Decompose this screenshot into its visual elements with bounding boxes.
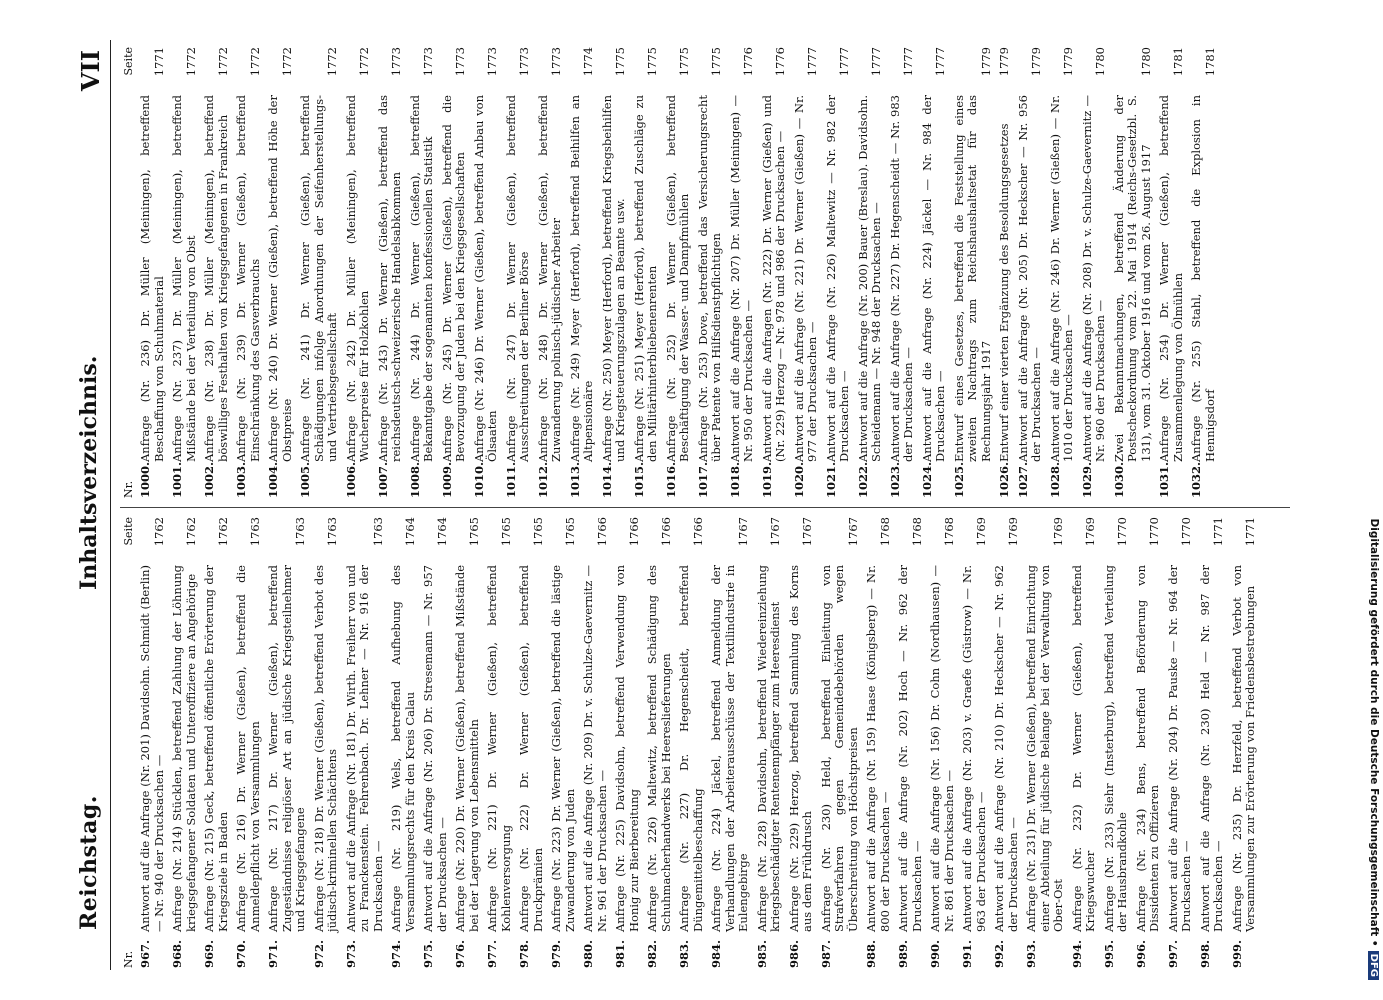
- entry-text: Anfrage (Nr. 222) Dr. Werner (Gießen), betreffend Druckprämien: [517, 565, 545, 932]
- index-entry: [755, 515, 787, 970]
- entry-page: 1769: [973, 517, 988, 547]
- index-entry: [1198, 515, 1230, 970]
- entry-number: 997.: [1165, 939, 1180, 968]
- index-entry: [389, 515, 421, 970]
- entry-page: 1773: [485, 47, 499, 77]
- entry-text: Antwort auf die Anfrage (Nr. 230) Held — Nr. 987 der Drucksachen —: [1197, 565, 1225, 932]
- entry-text: Anfrage (Nr. 218) Dr. Werner (Gießen), betreffend Verbot des jüdisch-kriminellen Schächtens: [311, 565, 339, 932]
- entry-text: Anfrage (Nr. 250) Meyer (Herford), betreffend Kriegsbeihilfen und Kriegsteuerungszulagen an Beamte usw.: [599, 95, 627, 462]
- entry-number: 1024.: [919, 461, 934, 498]
- col-number-label: Nr.: [122, 950, 135, 968]
- col-page-label: Seite: [122, 47, 135, 76]
- entry-text: Anfrage (Nr. 215) Geck, betreffend öffentliche Erörterung der Kriegsziele in Baden: [202, 565, 230, 932]
- entry-page: 1779: [1029, 47, 1043, 77]
- entry-number: 970.: [234, 939, 248, 968]
- entry-number: 968.: [170, 939, 184, 968]
- header-left-title: Reichstag.: [76, 795, 102, 930]
- index-entry: [896, 515, 928, 970]
- entry-page: 1763: [293, 517, 307, 547]
- entry-page: 1763: [247, 517, 262, 547]
- entry-page: 1765: [498, 517, 513, 547]
- entry-text: Anfrage (Nr. 236) Dr. Müller (Meiningen), betreffend Beschaffung von Schuhmaterial: [138, 95, 166, 462]
- entry-text: Antwort auf die Anfrage (Nr. 206) Dr. Stresemann — Nr. 957 der Drucksachen —: [421, 565, 449, 932]
- entry-page: 1773: [389, 47, 403, 77]
- entry-text: Anfrage (Nr. 241) Dr. Werner (Gießen), betreffend Schädigungen infolge Anordnungen der Seifenherstellungs- und Vertriebsgesellschaft: [298, 95, 339, 462]
- index-entry: [824, 45, 856, 500]
- index-entry: [1048, 45, 1080, 500]
- entry-page: 1770: [1147, 517, 1161, 547]
- entry-number: 1022.: [855, 461, 870, 498]
- entry-text: Antwort auf die Anfrage (Nr. 221) Dr. Werner (Gießen) — Nr. 977 der Drucksachen —: [791, 95, 819, 462]
- index-entry: [138, 45, 170, 500]
- entry-text: Antwort auf die Anfrage (Nr. 205) Dr. Heckscher — Nr. 956 der Drucksachen —: [1015, 95, 1043, 462]
- entry-text: Antwort auf die Anfrage (Nr. 203) v. Graefe (Güstrow) — Nr. 963 der Drucksachen —: [960, 565, 988, 932]
- entry-text: Anfrage (Nr. 217) Dr. Werner (Gießen), betreffend Zugeständnisse religiöser Art an jüdische Kriegsteilnehmer und Kriegsgefangene: [266, 565, 307, 932]
- entry-number: 1000.: [138, 461, 152, 498]
- entry-text: Antwort auf die Anfrage (Nr. 208) Dr. v. Schulze-Gaevernitz — Nr. 960 der Drucksachen —: [1079, 95, 1107, 462]
- entry-text: Entwurf einer vierten Ergänzung des Besoldungsgesetzes: [997, 123, 1011, 462]
- entry-text: Anfrage (Nr. 247) Dr. Werner (Gießen), betreffend Ausschreitungen der Berliner Börse: [503, 95, 531, 462]
- index-entry: [138, 515, 170, 970]
- entry-page: 1767: [736, 517, 750, 547]
- entry-page: 1777: [933, 47, 947, 77]
- col-page-label: Seite: [122, 517, 135, 546]
- entry-number: 1028.: [1047, 461, 1062, 498]
- entry-text: Anfrage (Nr. 253) Dove, betreffend das Versicherungsrecht über Patente von Hilfsdienstpflichtigen: [695, 95, 723, 462]
- entry-number: 1007.: [375, 461, 390, 498]
- index-entry: [472, 45, 504, 500]
- entry-number: 989.: [896, 939, 910, 968]
- entry-number: 1030.: [1111, 461, 1126, 498]
- entry-text: Entwurf eines Gesetzes, betreffend die Feststellung eines zweiten Nachtrags zum Reichshaushaltsetat für das Rechnungsjahr 1917: [951, 95, 993, 462]
- entry-text: Anfrage (Nr. 242) Dr. Müller (Meiningen), betreffend Wucherpreise für Holzkohlen: [343, 95, 371, 462]
- entry-number: 973.: [343, 939, 358, 968]
- entry-text: Anfrage (Nr. 231) Dr. Werner (Gießen), betreffend Einrichtung einer Abteilung für jüdische Belange bei der Verwaltung von Ober-Ost: [1024, 565, 1065, 932]
- index-entry: [549, 515, 581, 970]
- index-entry: [504, 45, 536, 500]
- entry-number: 1012.: [535, 461, 550, 498]
- index-entry: [581, 515, 613, 970]
- entry-text: Anfrage (Nr. 244) Dr. Werner (Gießen), betreffend Bekanntgabe der sogenannten konfessionellen Statistik: [407, 95, 435, 462]
- entry-page: 1768: [941, 517, 956, 547]
- entry-number: 992.: [992, 939, 1006, 968]
- entry-page: 1766: [690, 517, 705, 547]
- entry-number: 1023.: [887, 461, 902, 498]
- entry-number: 1029.: [1079, 461, 1094, 498]
- index-entry: [517, 515, 549, 970]
- entry-text: Anfrage (Nr. 251) Meyer (Herford), betreffend Zuschläge zu den Militärhinterbliebenenrenten: [631, 95, 659, 462]
- column-divider: [120, 507, 1290, 508]
- entry-number: 969.: [202, 939, 216, 968]
- entry-page: 1770: [1179, 517, 1193, 547]
- right-column: [120, 45, 1290, 500]
- index-entry: [709, 515, 755, 970]
- entry-text: Anfrage (Nr. 246) Dr. Werner (Gießen), betreffend Anbau von Ölsaaten: [471, 95, 499, 462]
- entry-page: 1781: [1170, 47, 1185, 77]
- index-entry: [645, 515, 677, 970]
- entry-number: 991.: [960, 939, 974, 968]
- index-entry: [234, 45, 266, 500]
- entry-number: 979.: [549, 939, 563, 968]
- entry-page: 1775: [709, 47, 723, 77]
- entry-page: 1779: [978, 47, 993, 77]
- entry-text: Anfrage (Nr. 229) Herzog, betreffend Sammlung des Korns aus dem Frühdrusch: [786, 565, 814, 932]
- entry-number: 967.: [138, 939, 152, 968]
- entry-page: 1777: [837, 47, 851, 77]
- entry-text: Antwort auf die Anfrage (Nr. 200) Bauer (Breslau). Davidsohn. Scheidemann — Nr. 948 der Drucksachen —: [855, 95, 883, 462]
- index-entry: [960, 515, 992, 970]
- entry-text: Antwort auf die Anfrage (Nr. 201) Davidsohn. Schmidt (Berlin) — Nr. 940 der Drucksachen —: [138, 565, 166, 932]
- entry-text: Antwort auf die Anfrage (Nr. 209) Dr. v. Schulze-Gaevernitz — Nr. 961 der Drucksachen —: [581, 565, 609, 932]
- entry-number: 1015.: [631, 461, 646, 498]
- entry-text: Anfrage (Nr. 252) Dr. Werner (Gießen), betreffend Beschäftigung der Wasser- und Dampfmühlen: [663, 95, 691, 462]
- header-center-title: Inhaltsverzeichnis.: [76, 355, 102, 590]
- index-page: [70, 40, 1300, 970]
- entry-number: 1008.: [407, 461, 422, 498]
- entry-text: Anfrage (Nr. 243) Dr. Werner (Gießen), betreffend das reichsdeutsch-schweizerische Handelsabkommen: [375, 95, 403, 462]
- entry-number: 985.: [754, 939, 769, 968]
- entry-number: 982.: [645, 939, 659, 968]
- entry-text: Anfrage (Nr. 220) Dr. Werner (Gießen), betreffend Mißstände bei der Lagerung von Lebensmitteln: [453, 565, 481, 932]
- entry-number: 1005.: [298, 461, 312, 498]
- entry-number: 972.: [311, 939, 326, 968]
- entry-number: 1009.: [439, 461, 454, 498]
- index-entry: [266, 45, 298, 500]
- entry-page: 1766: [658, 517, 673, 547]
- entry-text: Anfrage (Nr. 227) Dr. Hegenscheidt, betreffend Düngemittelbeschaffung: [677, 565, 705, 932]
- entry-number: 978.: [517, 939, 531, 968]
- entry-page: 1762: [151, 517, 166, 547]
- entry-number: 1003.: [234, 461, 248, 498]
- entry-text: Antwort auf die Anfrage (Nr. 246) Dr. Werner (Gießen) — Nr. 1010 der Drucksachen —: [1047, 95, 1075, 462]
- index-entry: [1112, 45, 1158, 500]
- entry-text: Anfrage (Nr. 238) Dr. Müller (Meiningen), betreffend böswilliges Festhalten von Kriegsgefangenen in Frankreich: [202, 95, 230, 462]
- index-entry: [266, 515, 312, 970]
- entry-page: 1766: [626, 517, 641, 547]
- entry-number: 1004.: [266, 461, 280, 498]
- index-entry: [613, 515, 645, 970]
- index-entry: [485, 515, 517, 970]
- entry-number: 1013.: [567, 461, 582, 498]
- entry-text: Antwort auf die Anfrage (Nr. 159) Haase (Königsberg) — Nr. 800 der Drucksachen —: [864, 565, 892, 932]
- entry-page: 1771: [1243, 517, 1257, 547]
- index-entry: [1166, 515, 1198, 970]
- index-entry: [453, 515, 485, 970]
- entry-number: 1010.: [471, 461, 486, 498]
- entry-page: 1779: [1061, 47, 1075, 77]
- index-entry: [677, 515, 709, 970]
- index-entry: [312, 515, 344, 970]
- entry-number: 983.: [677, 939, 691, 968]
- entry-page: 1764: [434, 517, 449, 547]
- entry-page: 1765: [562, 517, 577, 547]
- entry-text: Antwort auf die Anfrage (Nr. 210) Dr. Heckscher — Nr. 962 der Drucksachen —: [992, 565, 1020, 932]
- entry-number: 998.: [1197, 939, 1212, 968]
- page-number-roman: VII: [76, 50, 105, 92]
- entry-number: 974.: [389, 939, 403, 968]
- entry-text: Anfrage (Nr. 255) Stahl, betreffend die Explosion in Hennigsdorf: [1189, 95, 1217, 462]
- index-entry: [1134, 515, 1166, 970]
- index-entry: [376, 45, 408, 500]
- entry-page: 1780: [1138, 47, 1153, 77]
- index-entry: [170, 45, 202, 500]
- index-entry: [997, 45, 1016, 500]
- entry-page: 1769: [1051, 517, 1065, 547]
- index-entry: [792, 45, 824, 500]
- entry-page: 1774: [581, 47, 595, 77]
- entry-text: Antwort auf die Anfrage (Nr. 181) Dr. Wirth. Freiherr von und zu Franckenstein. Fehrenbach. Dr. Lehner — Nr. 916 der Drucksachen —: [343, 565, 385, 932]
- entry-text: Anfrage (Nr. 228) Davidsohn, betreffend Wiedereinziehung kriegsbeschädigter Rentenempfänger zum Heeresdienst: [754, 565, 782, 932]
- entry-number: 993.: [1024, 939, 1038, 968]
- entry-page: 1780: [1093, 47, 1107, 77]
- entry-text: Anfrage (Nr. 254) Dr. Werner (Gießen), betreffend Zusammenlegung von Ölmühlen: [1157, 95, 1185, 462]
- digitization-credit: [1362, 20, 1382, 980]
- entry-text: Antwort auf die Anfrage (Nr. 156) Dr. Cohn (Nordhausen) — Nr. 861 der Drucksachen —: [928, 565, 956, 932]
- index-entry: [344, 45, 376, 500]
- entry-text: Antwort auf die Anfrage (Nr. 202) Hoch — Nr. 962 der Drucksachen —: [896, 565, 924, 932]
- entry-page: 1771: [1211, 517, 1225, 547]
- entry-text: Antwort auf die Anfrage (Nr. 224) Jäckel — Nr. 984 der Drucksachen —: [919, 95, 947, 462]
- index-entry: [1070, 515, 1102, 970]
- entry-text: Anfrage (Nr. 223) Dr. Werner (Gießen), betreffend die lästige Zuwanderung von Juden: [549, 565, 577, 932]
- entry-text: Anfrage (Nr. 233) Siehr (Insterburg), betreffend Verteilung der Hausbrandkohle: [1101, 565, 1129, 932]
- index-entry: [1102, 515, 1134, 970]
- entry-page: 1762: [183, 517, 198, 547]
- index-entry: [170, 515, 202, 970]
- entry-number: 999.: [1229, 939, 1244, 968]
- entry-page: 1773: [549, 47, 563, 77]
- entry-number: 1017.: [695, 461, 710, 498]
- index-entry: [928, 515, 960, 970]
- entry-page: 1763: [325, 517, 339, 547]
- entry-page: 1777: [869, 47, 883, 77]
- entry-number: 1014.: [599, 461, 614, 498]
- entry-page: 1777: [805, 47, 819, 77]
- index-entry: [864, 515, 896, 970]
- entry-text: Anfrage (Nr. 235) Dr. Herzfeld, betreffend Verbot von Versammlungen zur Erörterung von Friedensbestrebungen: [1229, 565, 1257, 932]
- entry-text: Anfrage (Nr. 225) Davidsohn, betreffend Verwendung von Honig zur Bierbereitung: [613, 565, 641, 932]
- index-entry: [440, 45, 472, 500]
- column-header: [120, 515, 138, 970]
- entry-page: 1768: [877, 517, 892, 547]
- entry-text: Anfrage (Nr. 232) Dr. Werner (Gießen), betreffend Kriegswucher: [1069, 565, 1097, 932]
- entry-number: 986.: [786, 939, 801, 968]
- index-entry: [819, 515, 865, 970]
- entry-page: 1775: [677, 47, 691, 77]
- entry-page: 1765: [530, 517, 545, 547]
- entry-page: 1773: [517, 47, 531, 77]
- index-entry: [1189, 45, 1221, 500]
- entry-number: 1001.: [170, 461, 184, 498]
- entry-page: 1766: [594, 517, 609, 547]
- index-entry: [1016, 45, 1048, 500]
- col-number-label: Nr.: [122, 480, 135, 498]
- entry-page: 1768: [909, 517, 924, 547]
- entry-text: Antwort auf die Anfrage (Nr. 227) Dr. Hegenscheidt — Nr. 983 der Drucksachen —: [887, 95, 915, 462]
- entry-page: 1775: [645, 47, 659, 77]
- index-entry: [728, 45, 760, 500]
- entry-page: 1773: [453, 47, 467, 77]
- entry-text: Anfrage (Nr. 230) Held, betreffend Einleitung von Strafverfahren gegen Gemeindebehörden wegen Überschreitung von Höchstpreisen: [818, 565, 860, 932]
- entry-text: Anfrage (Nr. 237) Dr. Müller (Meiningen), betreffend Mißstände bei der Verteilung von Obst: [170, 95, 198, 462]
- index-entry: [1157, 45, 1189, 500]
- index-entry: [1024, 515, 1070, 970]
- index-entry: [421, 515, 453, 970]
- entry-number: 1032.: [1189, 461, 1203, 498]
- entry-page: 1776: [773, 47, 787, 77]
- entry-number: 977.: [485, 939, 499, 968]
- left-entry-list: [138, 515, 1262, 970]
- entry-page: 1771: [151, 47, 166, 77]
- entry-page: 1769: [1083, 517, 1097, 547]
- entry-page: 1772: [357, 47, 371, 77]
- left-column: [120, 515, 1290, 970]
- entry-text: Anfrage (Nr. 224) Jäckel, betreffend Anmeldung der Verhandlungen der Arbeiterausschüsse der Textilindustrie in Eulengebirge: [709, 565, 750, 932]
- entry-number: 1020.: [791, 461, 806, 498]
- entry-number: 990.: [928, 939, 942, 968]
- entry-page: 1767: [845, 517, 860, 547]
- entry-page: 1762: [215, 517, 230, 547]
- entry-page: 1779: [997, 47, 1011, 77]
- entry-page: 1767: [800, 517, 814, 547]
- entry-page: 1763: [370, 517, 385, 547]
- entry-text: Anfrage (Nr. 219) Wels, betreffend Aufhebung des Versammlungsrechts für den Kreis Calau: [389, 565, 417, 932]
- entry-page: 1767: [768, 517, 782, 547]
- index-entry: [408, 45, 440, 500]
- entry-text: Anfrage (Nr. 240) Dr. Werner (Gießen), betreffend Höhe der Obstpreise: [266, 95, 294, 462]
- entry-number: 984.: [709, 939, 723, 968]
- entry-page: 1775: [613, 47, 627, 77]
- entry-text: Anfrage (Nr. 249) Meyer (Herford), betreffend Beihilfen an Altpensionäre: [567, 95, 595, 462]
- page-header: [70, 40, 111, 970]
- entry-number: 1006.: [343, 461, 358, 498]
- entry-page: 1772: [279, 47, 294, 77]
- credit-text: Digitalisierung gefördert durch die Deutsche Forschungsgemeinschaft •: [1368, 518, 1380, 947]
- entry-number: 995.: [1101, 939, 1116, 968]
- dfg-logo: DFG: [1368, 951, 1379, 980]
- index-entry: [696, 45, 728, 500]
- entry-text: Antwort auf die Anfrage (Nr. 226) Maltewitz — Nr. 982 der Drucksachen —: [823, 95, 851, 462]
- entry-number: 1021.: [823, 461, 838, 498]
- index-entry: [1230, 515, 1262, 970]
- entry-number: 971.: [266, 939, 280, 968]
- index-entry: [856, 45, 888, 500]
- entry-number: 996.: [1133, 939, 1148, 968]
- index-entry: [1080, 45, 1112, 500]
- index-entry: [664, 45, 696, 500]
- entry-page: 1781: [1202, 47, 1217, 77]
- entry-page: 1770: [1115, 517, 1129, 547]
- index-entry: [344, 515, 390, 970]
- entry-text: Anfrage (Nr. 248) Dr. Werner (Gießen), betreffend Zuwanderung polnisch-jüdischer Arbeiter: [535, 95, 563, 462]
- entry-page: 1764: [402, 517, 417, 547]
- entry-text: Anfrage (Nr. 216) Dr. Werner (Gießen), betreffend die Anmeldepflicht von Versammlungen: [234, 565, 262, 932]
- index-entry: [632, 45, 664, 500]
- index-entry: [298, 45, 344, 500]
- entry-page: 1776: [741, 47, 755, 77]
- column-header: [120, 45, 138, 500]
- index-entry: [202, 515, 234, 970]
- entry-number: 1026.: [997, 461, 1011, 498]
- index-entry: [568, 45, 600, 500]
- entry-page: 1777: [901, 47, 915, 77]
- index-entry: [992, 515, 1024, 970]
- index-entry: [600, 45, 632, 500]
- index-entry: [234, 515, 266, 970]
- right-entry-list: [138, 45, 1221, 500]
- entry-text: Anfrage (Nr. 221) Dr. Werner (Gießen), betreffend Kohlenversorgung: [485, 565, 513, 932]
- entry-number: 1019.: [759, 461, 774, 498]
- index-entry: [952, 45, 998, 500]
- entry-text: Anfrage (Nr. 245) Dr. Werner (Gießen), betreffend die Bevorzugung der Juden bei den Kriegsgesellschaften: [439, 95, 467, 462]
- entry-number: 1025.: [951, 461, 966, 498]
- entry-page: 1772: [325, 47, 339, 77]
- entry-text: Antwort auf die Anfrage (Nr. 207) Dr. Müller (Meiningen) — Nr. 950 der Drucksachen —: [727, 95, 755, 462]
- entry-text: Anfrage (Nr. 226) Maltewitz, betreffend Schädigung des Schuhmacherhandwerks bei Heereslieferungen: [645, 565, 673, 932]
- entry-page: 1772: [247, 47, 262, 77]
- entry-number: 980.: [581, 939, 595, 968]
- index-entry: [760, 45, 792, 500]
- entry-text: Anfrage (Nr. 214) Stücklen, betreffend Zahlung der Löhnung kriegsgefangener Soldaten und Unteroffiziere an Angehörige: [170, 565, 198, 932]
- index-entry: [920, 45, 952, 500]
- entry-page: 1765: [466, 517, 481, 547]
- entry-page: 1772: [183, 47, 198, 77]
- entry-number: 1018.: [727, 461, 742, 498]
- index-entry: [787, 515, 819, 970]
- entry-number: 975.: [421, 939, 435, 968]
- entry-number: 1031.: [1157, 461, 1171, 498]
- entry-number: 1027.: [1015, 461, 1030, 498]
- entry-number: 1011.: [503, 461, 518, 498]
- entry-page: 1772: [215, 47, 230, 77]
- index-entry: [202, 45, 234, 500]
- entry-text: Anfrage (Nr. 239) Dr. Werner (Gießen), betreffend Einschränkung des Gasverbrauchs: [234, 95, 262, 462]
- entry-number: 1016.: [663, 461, 678, 498]
- entry-text: Antwort auf die Anfrage (Nr. 204) Dr. Pauske — Nr. 964 der Drucksachen —: [1165, 565, 1193, 932]
- entry-text: Antwort auf die Anfragen (Nr. 222) Dr. Werner (Gießen) und (Nr. 229) Herzog — Nr. 978 und 986 der Drucksachen —: [759, 95, 787, 462]
- index-entry: [888, 45, 920, 500]
- entry-number: 1002.: [202, 461, 216, 498]
- entry-number: 981.: [613, 939, 627, 968]
- entry-page: 1773: [421, 47, 435, 77]
- entry-number: 994.: [1069, 939, 1084, 968]
- entry-text: Anfrage (Nr. 234) Bens, betreffend Beförderung von Dissidenten zu Offizieren: [1133, 565, 1161, 932]
- entry-page: 1769: [1005, 517, 1020, 547]
- entry-text: Zwei Bekanntmachungen, betreffend Änderung der Postscheckordnung vom 22. Mai 1914 (Reichs-Gesetzbl. S. 131), vom 31. Oktober 1916 und vom 26. August 1917: [1111, 95, 1153, 462]
- entry-number: 976.: [453, 939, 467, 968]
- index-entry: [536, 45, 568, 500]
- entry-number: 987.: [818, 939, 833, 968]
- entry-number: 988.: [864, 939, 878, 968]
